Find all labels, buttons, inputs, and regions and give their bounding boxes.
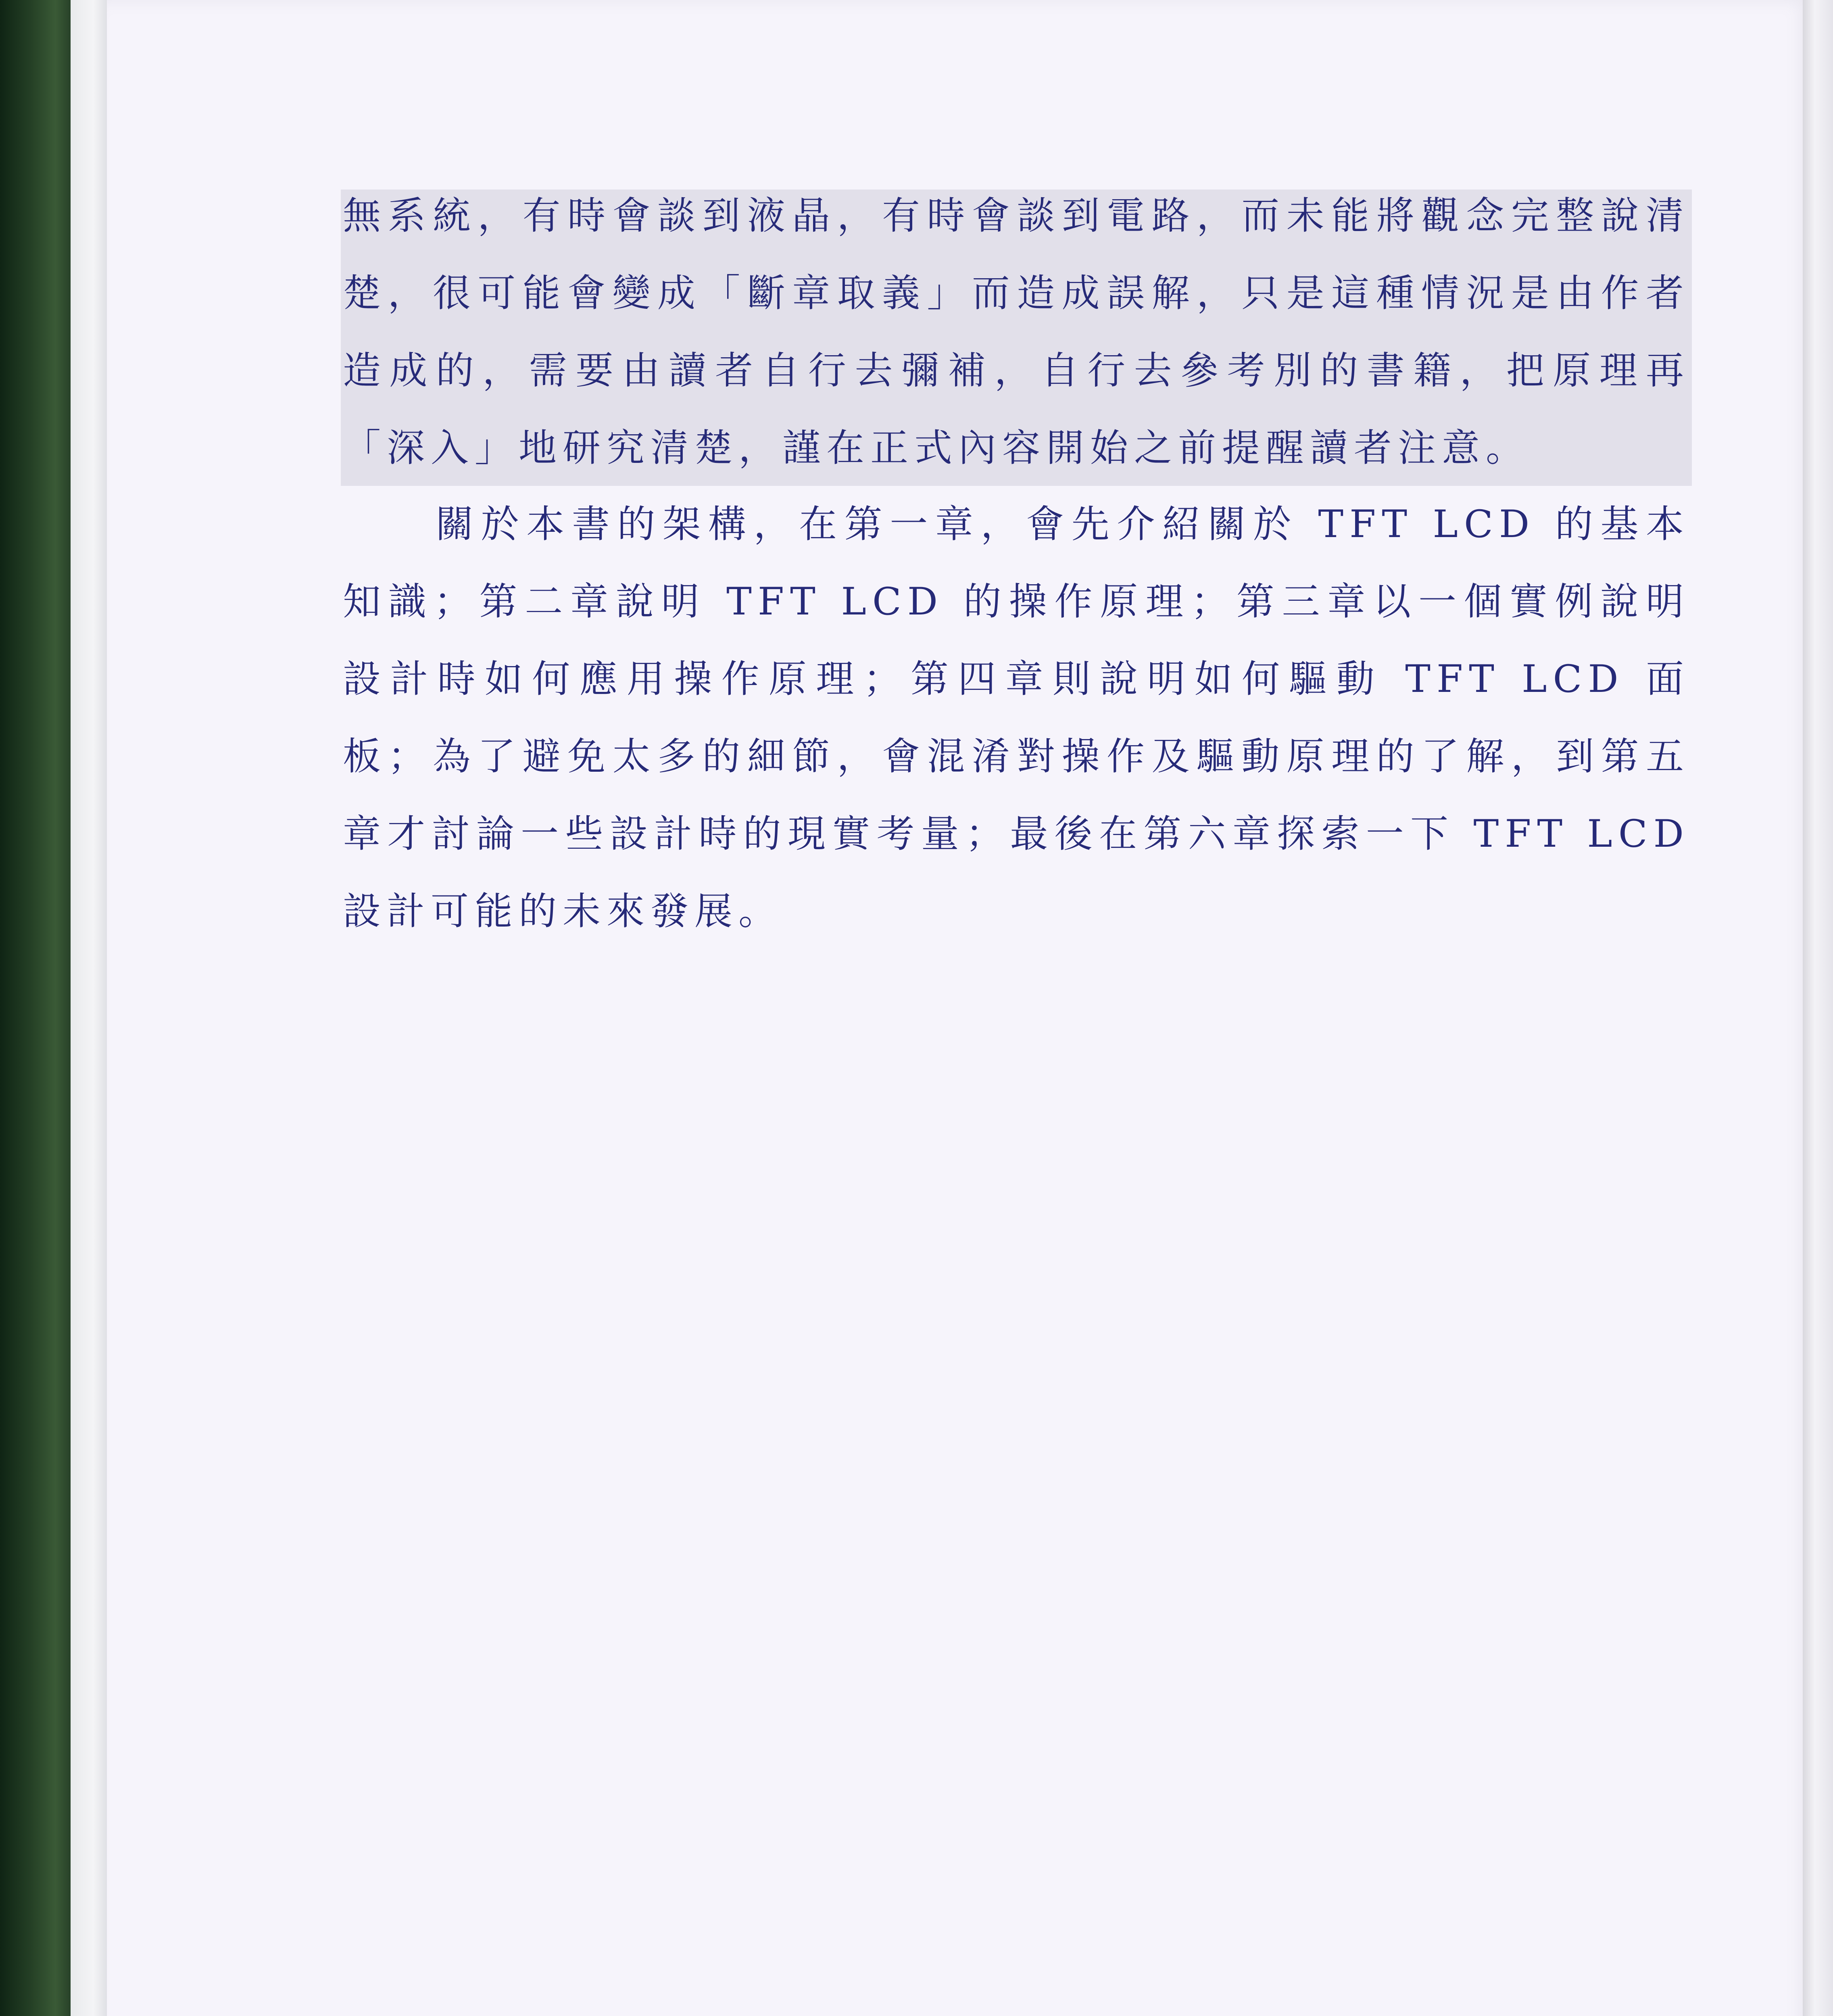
page-stack-edge — [71, 0, 109, 2016]
paragraph-book-structure: 關於本書的架構，在第一章，會先介紹關於 TFT LCD 的基本知識；第二章說明 TFT LCD 的操作原理；第三章以一個實例說明設計時如何應用操作原理；第四章則說明如何驅動 TFT LCD 面板；為了避免太多的細節，會混淆對操作及驅動原理的了解，到第五章才討論一些設計時的現實考量；最後在第六章探索一下 TFT LCD 設計可能的未來發展。 — [343, 502, 1690, 933]
paragraph-intro-continuation: 無系統，有時會談到液晶，有時會談到電路，而未能將觀念完整說清楚，很可能會變成「斷章取義」而造成誤解，只是這種情況是由作者造成的，需要由讀者自行去彌補，自行去參考別的書籍，把原理再「深入」地研究清楚，謹在正式內容開始之前提醒讀者注意。 — [343, 194, 1690, 470]
page-right-edge — [1803, 0, 1833, 2016]
